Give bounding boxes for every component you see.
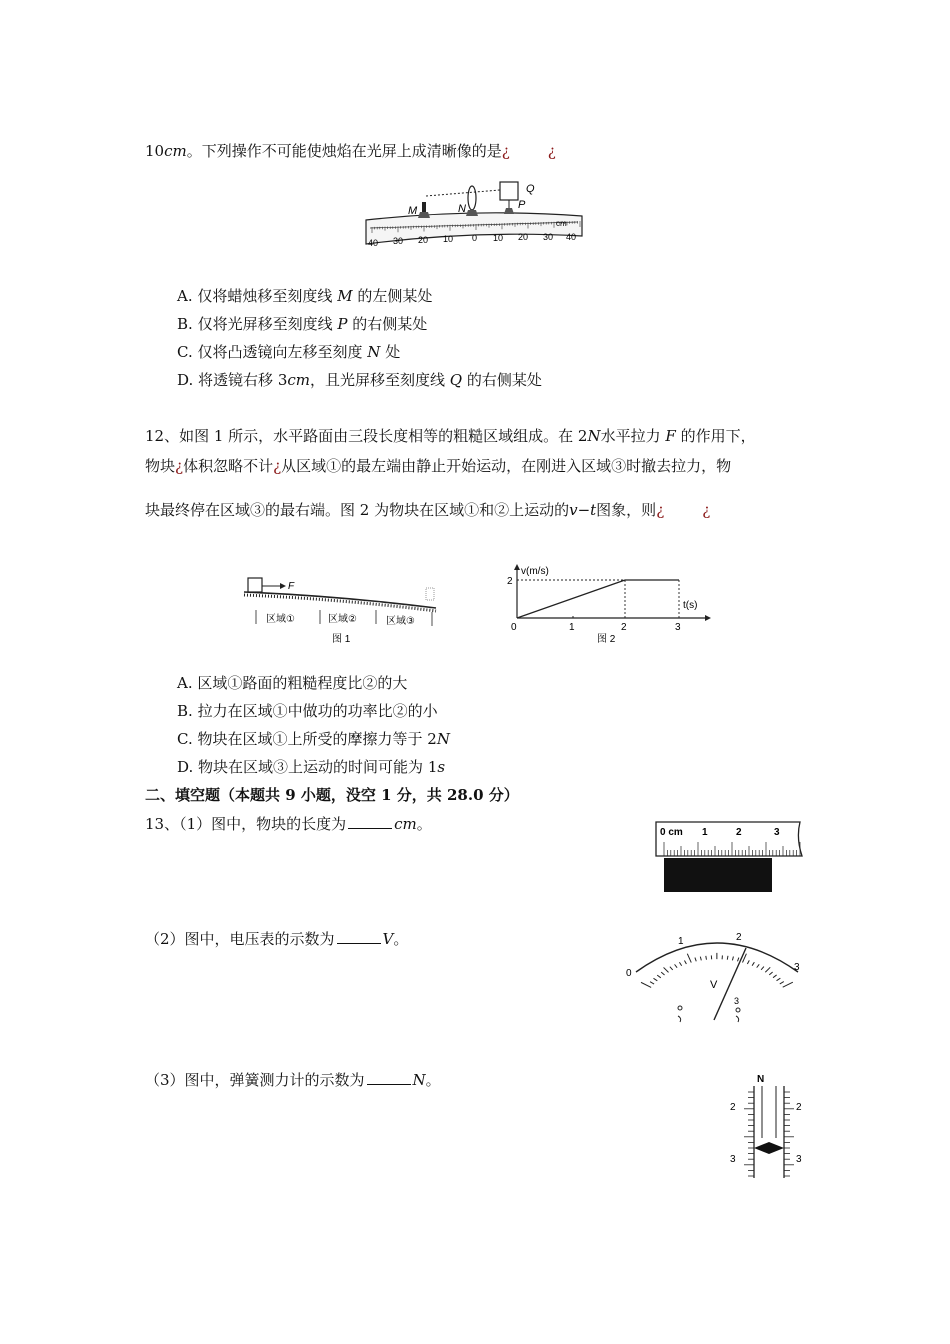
force-label: F xyxy=(288,581,295,592)
ruler-3-label: 3 xyxy=(774,827,780,838)
tick-mark xyxy=(783,982,793,987)
fig1-caption: 图 1 xyxy=(332,634,351,645)
tick-label: 30 xyxy=(543,232,554,242)
q13-part-2: （2）图中，电压表的示数为 V。 xyxy=(145,930,409,948)
tick-label: 40 xyxy=(566,232,577,242)
zone-2-label: 区域② xyxy=(328,614,357,625)
tick-label: 40 xyxy=(368,238,379,248)
spring-right-3: 3 xyxy=(796,1154,802,1165)
tick-mark xyxy=(727,956,728,960)
q11-mark-1: ¿ xyxy=(501,142,510,160)
x-tick-1: 1 xyxy=(569,622,575,633)
tick-mark xyxy=(732,957,733,961)
zone-1-label: 区域① xyxy=(266,614,295,625)
vt-line-segment-1 xyxy=(517,580,625,618)
tick-mark xyxy=(664,967,669,972)
section-2-title: 二、填空题（本题共 9 小题，没空 1 分，共 28.0 分） xyxy=(145,786,519,804)
tick-label: 10 xyxy=(493,233,504,243)
meter-3-label: 3 xyxy=(794,962,800,973)
q11-option-c: C. 仅将凸透镜向左移至刻度 N 处 xyxy=(177,343,401,361)
q12-option-d: D. 物块在区域③上运动的时间可能为 1s xyxy=(177,758,446,776)
x-tick-2: 2 xyxy=(621,622,627,633)
tick-mark xyxy=(675,964,678,967)
y-axis-label: v(m/s) xyxy=(521,566,549,577)
spring-right-2: 2 xyxy=(796,1102,802,1113)
tick-mark xyxy=(695,958,696,962)
tick-mark xyxy=(777,978,781,981)
tick-mark xyxy=(661,972,664,975)
label-n: N xyxy=(458,203,466,215)
q11-option-a: A. 仅将蜡烛移至刻度线 M 的左侧某处 xyxy=(177,287,433,305)
tick-label: 20 xyxy=(418,235,429,245)
x-tick-3: 3 xyxy=(675,622,681,633)
q12-option-b: B. 拉力在区域①中做功的功率比②的小 xyxy=(177,702,438,720)
block-object xyxy=(664,858,772,892)
q12-line-1: 12、如图 1 所示，水平路面由三段长度相等的粗糙区域组成。在 2N水平拉力 F 的作用下， xyxy=(145,427,756,445)
road-figure-1 xyxy=(240,574,440,650)
answer-blank-3[interactable] xyxy=(367,1072,411,1085)
meter-needle xyxy=(714,948,746,1020)
label-m: M xyxy=(408,205,418,217)
spring-scale-figure xyxy=(724,1068,814,1184)
tick-mark xyxy=(765,967,770,972)
tick-mark xyxy=(670,967,673,970)
tick-mark xyxy=(752,962,754,965)
answer-blank-2[interactable] xyxy=(337,931,381,944)
label-q: Q xyxy=(526,183,535,195)
ruler-2-label: 2 xyxy=(736,827,742,838)
q11-option-b: B. 仅将光屏移至刻度线 P 的右侧某处 xyxy=(177,315,428,333)
q11-option-d: D. 将透镜右移 3cm，且光屏移至刻度线 Q 的右侧某处 xyxy=(177,371,542,389)
q11-mark-2: ¿ xyxy=(547,142,556,160)
spring-pointer xyxy=(754,1142,784,1154)
tick-label: 0 xyxy=(472,233,478,243)
fig2-caption: 图 2 xyxy=(597,634,616,645)
tick-label: 20 xyxy=(518,232,529,242)
tick-mark xyxy=(684,960,686,964)
meter-2-label: 2 xyxy=(736,932,742,943)
x-axis-label: t(s) xyxy=(683,600,698,611)
meter-terminal-label: 3 xyxy=(734,996,740,1006)
tick-mark xyxy=(650,982,654,984)
spring-n-label: N xyxy=(757,1074,765,1085)
zone-3-label: 区域③ xyxy=(386,616,415,627)
tick-mark xyxy=(738,958,739,962)
tick-mark xyxy=(653,978,657,981)
tick-mark xyxy=(706,956,707,960)
voltmeter-figure xyxy=(622,924,812,1028)
q12-option-c: C. 物块在区域①上所受的摩擦力等于 2N xyxy=(177,730,450,748)
label-p: P xyxy=(518,199,526,211)
meter-v-label: V xyxy=(710,979,718,991)
tick-label: 30 xyxy=(393,236,404,246)
meter-1-label: 1 xyxy=(678,936,684,947)
tick-mark xyxy=(747,960,749,964)
ruler-figure xyxy=(650,818,810,896)
answer-blank-1[interactable] xyxy=(348,816,392,829)
optical-bench-figure xyxy=(360,178,590,256)
tick-label: 10 xyxy=(443,234,454,244)
tick-mark xyxy=(757,964,760,967)
x-tick-0: 0 xyxy=(511,622,517,633)
vt-graph-figure-2 xyxy=(505,562,720,648)
ruler-zero-label: 0 cm xyxy=(660,827,683,838)
label-cm: cm xyxy=(556,219,567,228)
tick-mark xyxy=(780,982,784,984)
q13-part-1: 13、（1）图中，物块的长度为 cm。 xyxy=(145,815,432,833)
tick-mark xyxy=(773,975,777,978)
meter-0-label: 0 xyxy=(626,968,632,979)
tick-mark xyxy=(700,957,701,961)
tick-mark xyxy=(679,962,681,965)
ruler-1-label: 1 xyxy=(702,827,708,838)
tick-mark xyxy=(657,975,661,978)
tick-mark xyxy=(769,972,772,975)
q12-line-3: 块最终停在区域③的最右端。图 2 为物块在区域①和②上运动的v−t图象，则¿ ¿ xyxy=(145,501,711,519)
tick-mark xyxy=(687,954,691,963)
tick-mark xyxy=(641,982,651,987)
spring-left-3: 3 xyxy=(730,1154,736,1165)
spring-left-2: 2 xyxy=(730,1102,736,1113)
q12-option-a: A. 区域①路面的粗糙程度比②的大 xyxy=(177,674,408,692)
tick-mark xyxy=(761,967,764,970)
q12-line-2: 物块¿体积忽略不计¿从区域①的最左端由静止开始运动，在刚进入区域③时撤去拉力，物 xyxy=(145,457,732,475)
y-tick-2: 2 xyxy=(507,576,513,587)
q11-stem: 10cm。下列操作不可能使烛焰在光屏上成清晰像的是¿ ¿ xyxy=(145,142,556,160)
q13-part-3: （3）图中，弹簧测力计的示数为 N。 xyxy=(145,1071,441,1089)
